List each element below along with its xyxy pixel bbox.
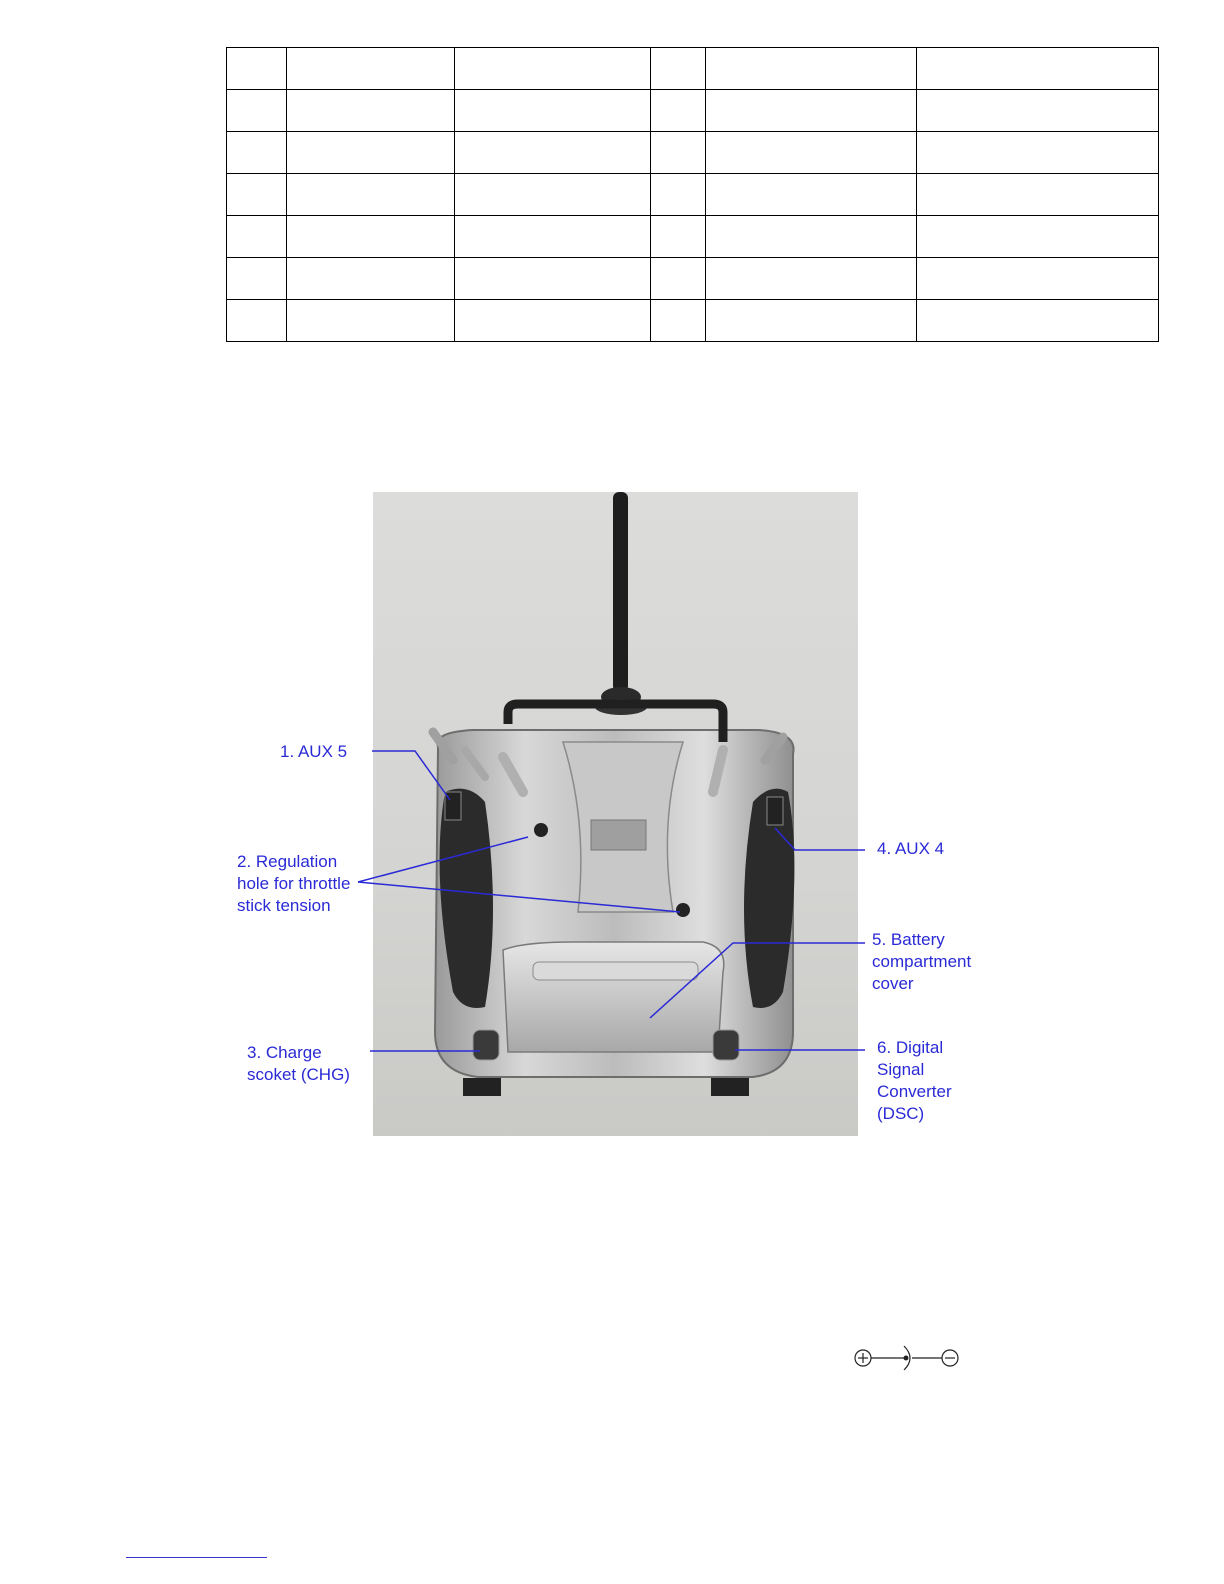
callout-charge-socket: 3. Charge scoket (CHG) <box>247 1043 350 1084</box>
footnote-separator <box>126 1557 267 1558</box>
callout-aux4: 4. AUX 4 <box>877 839 945 858</box>
callout-dsc: 6. Digital Signal Converter (DSC) <box>877 1038 952 1123</box>
center-positive-polarity-icon <box>852 1342 962 1372</box>
callout-regulation-hole: 2. Regulation hole for throttle stick tension <box>237 852 351 915</box>
callout-aux5: 1. AUX 5 <box>280 742 348 761</box>
callout-battery-cover: 5. Battery compartment cover <box>872 930 972 993</box>
